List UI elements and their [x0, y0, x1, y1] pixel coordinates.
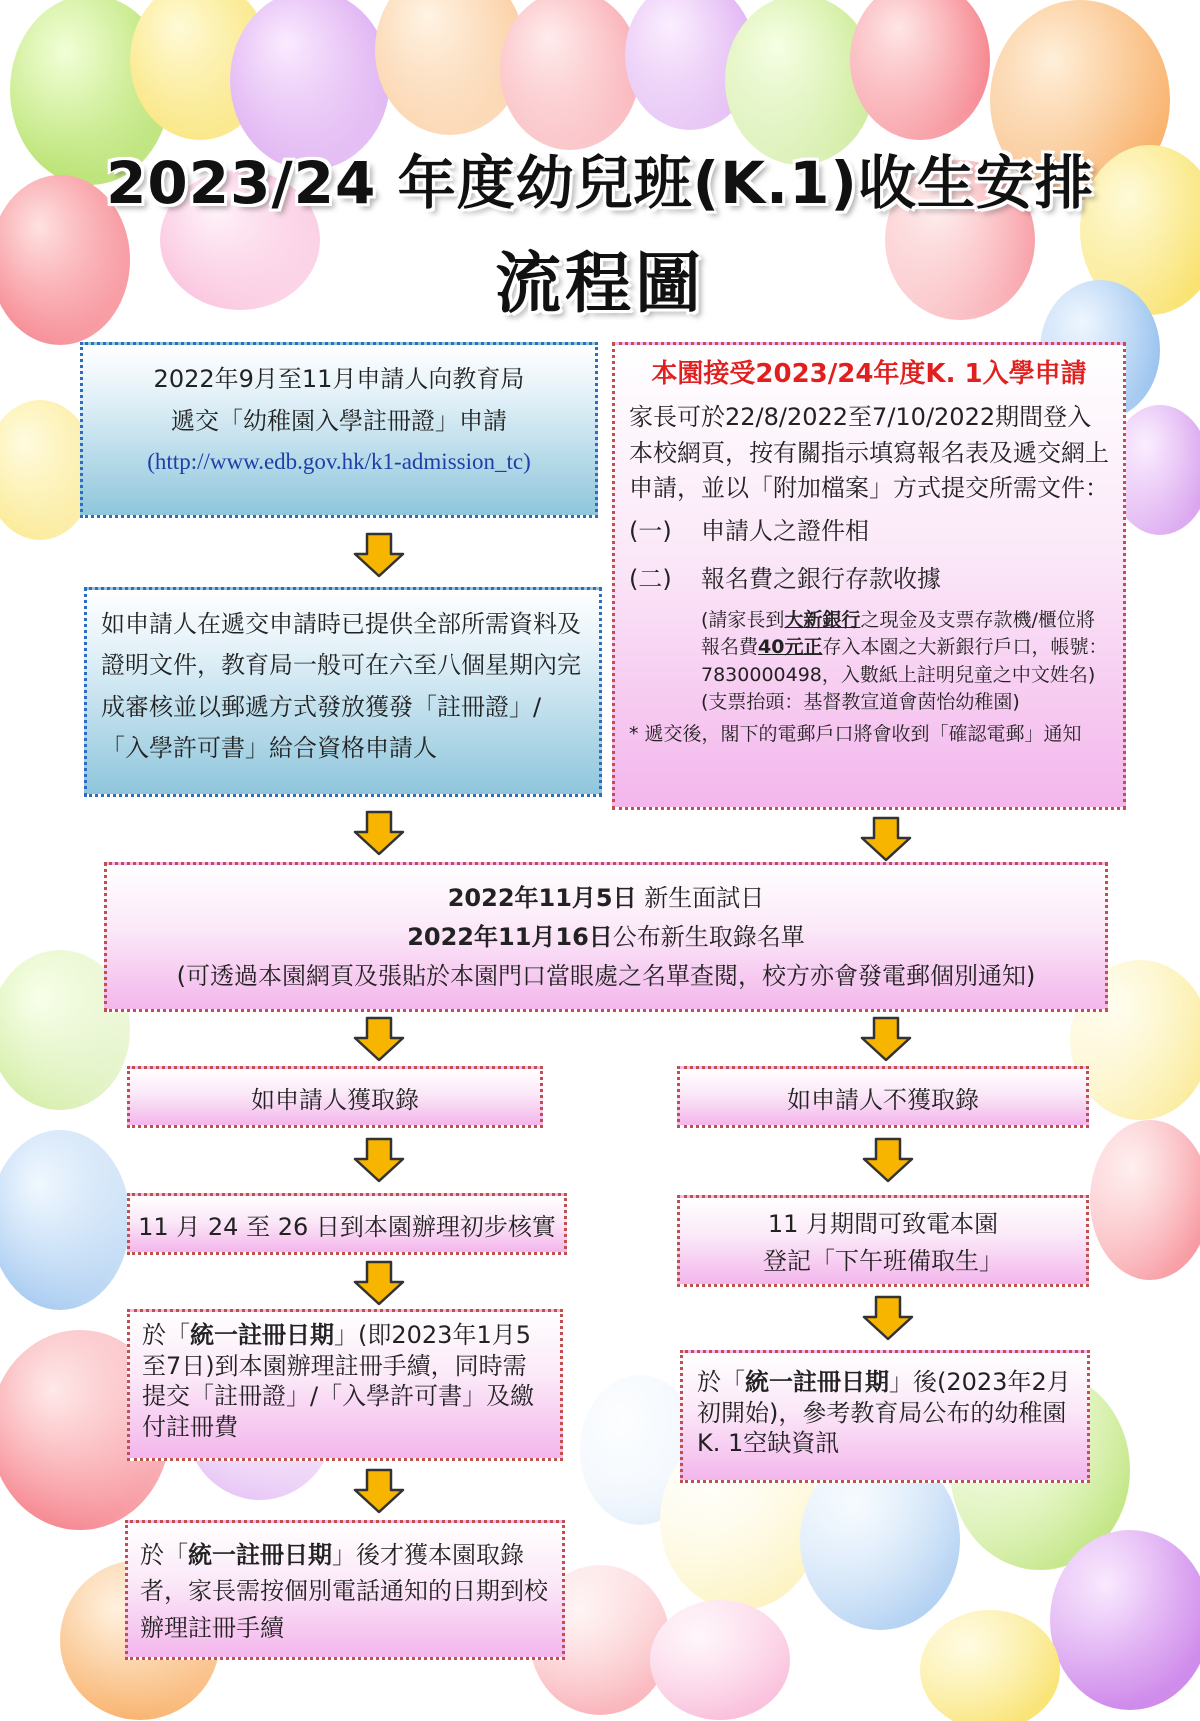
- not-admitted-box: [677, 1066, 1089, 1128]
- admitted-text: 如申請人獲取錄: [251, 1086, 419, 1114]
- register-post: 」(即2023年1月5至7日)到本園辦理註冊手續，同時需提交「註冊證」/「入學許可書」及繳付註冊費: [142, 1321, 535, 1442]
- late-admission-text: [140, 1537, 550, 1646]
- not-admitted-text: 如申請人不獲取錄: [787, 1086, 979, 1114]
- register-box: [127, 1309, 563, 1461]
- arrow-down-icon: [860, 816, 912, 862]
- arrow-down-icon: [860, 1016, 912, 1062]
- results-date: 2022年11月16日: [407, 922, 613, 951]
- item-1-label: (一): [629, 516, 672, 545]
- arrow-down-icon: [353, 532, 405, 578]
- arrow-down-icon: [353, 1468, 405, 1514]
- results-label: 公布新生取錄名單: [612, 922, 805, 951]
- bank-name: 大新銀行: [784, 608, 861, 631]
- arrow-down-icon: [353, 1016, 405, 1062]
- register-bold: 統一註冊日期: [190, 1321, 334, 1349]
- arrow-down-icon: [353, 1260, 405, 1306]
- waitlist-box: [677, 1195, 1089, 1287]
- vacancy-post: 」後(2023年2月初開始)，參考教育局公布的幼稚園K. 1空缺資訊: [697, 1368, 1071, 1458]
- application-fee: 40元正: [758, 636, 823, 659]
- arrow-down-icon: [862, 1295, 914, 1341]
- vacancy-pre: 於「: [697, 1368, 745, 1396]
- results-note: (可透過本園網頁及張貼於本園門口當眼處之名單查閱，校方亦會發電郵個別通知): [176, 961, 1036, 990]
- late-post: 」後才獲本園取錄者，家長需按個別電話通知的日期到校辦理註冊手續: [140, 1541, 548, 1642]
- payment-note-part-a: (請家長到: [701, 608, 785, 631]
- edb-review-text: 如申請人在遞交申請時已提供全部所需資料及證明文件，教育局一般可在六至八個星期內完成審核並以郵遞方式發放獲發「註冊證」/「入學許可書」給合資格申請人: [101, 610, 581, 762]
- waitlist-line1: 11 月期間可致電本園: [767, 1210, 999, 1238]
- vacancy-box: [680, 1350, 1090, 1483]
- page-title: 2023/24 年度幼兒班(K.1)收生安排: [106, 149, 1094, 217]
- item-2-text: 報名費之銀行存款收據: [701, 564, 941, 593]
- late-bold: 統一註冊日期: [188, 1541, 332, 1569]
- vacancy-text: [697, 1367, 1073, 1459]
- school-application-heading: 本園接受2023/24年度K. 1入學申請: [651, 359, 1087, 389]
- register-pre: 於「: [142, 1321, 190, 1349]
- verify-box: [127, 1193, 567, 1255]
- admitted-box: [127, 1066, 543, 1128]
- late-pre: 於「: [140, 1541, 188, 1569]
- interview-date: 2022年11月5日: [447, 884, 637, 912]
- edb-review-box: [84, 587, 602, 797]
- required-item-2: [629, 561, 1109, 597]
- register-text: [142, 1320, 548, 1443]
- edb-line2: 遞交「幼稚園入學註冊證」申請: [171, 407, 507, 435]
- edb-application-box: [80, 342, 598, 518]
- arrow-down-icon: [862, 1137, 914, 1183]
- school-application-box: [612, 342, 1126, 810]
- arrow-down-icon: [353, 1137, 405, 1183]
- verify-text: 11 月 24 至 26 日到本園辦理初步核實: [138, 1213, 556, 1241]
- edb-line1: 2022年9月至11月申請人向教育局: [153, 365, 525, 393]
- interview-line: [117, 879, 1095, 918]
- payment-note: [701, 607, 1109, 717]
- interview-label: 新生面試日: [636, 884, 765, 912]
- edb-url-link[interactable]: (http://www.edb.gov.hk/k1-admission_tc): [147, 449, 531, 474]
- item-1-text: 申請人之證件相: [701, 516, 869, 545]
- required-item-1: [629, 513, 1109, 549]
- arrow-down-icon: [353, 810, 405, 856]
- vacancy-bold: 統一註冊日期: [745, 1368, 889, 1396]
- late-admission-box: [125, 1520, 565, 1660]
- confirmation-footnote: * 遞交後，閣下的電郵戶口將會收到「確認電郵」通知: [629, 722, 1082, 745]
- item-2-label: (二): [629, 564, 672, 593]
- page-subtitle: 流程圖: [495, 245, 705, 322]
- payment-note-part-c: 存入本園之大新銀行戶口，帳號：7830000498，入數紙上註明兒童之中文姓名)(支票抬頭：基督教宣道會茵怡幼稚園): [701, 636, 1108, 714]
- interview-box: [104, 862, 1108, 1012]
- school-application-intro: 家長可於22/8/2022至7/10/2022期間登入本校網頁，按有關指示填寫報名表及遞交網上申請，並以「附加檔案」方式提交所需文件：: [629, 403, 1109, 503]
- waitlist-line2: 登記「下午班備取生」: [763, 1247, 1003, 1276]
- payment-note-part-b: 之現金及支票存款機/櫃位將報名費: [701, 608, 1095, 659]
- results-line: [117, 918, 1095, 957]
